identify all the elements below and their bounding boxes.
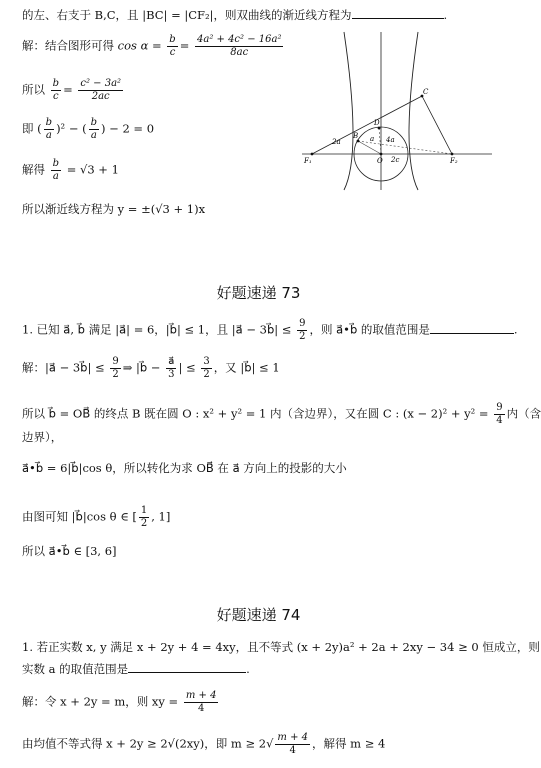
s73-step5 bbox=[22, 544, 117, 559]
hyperbola-figure bbox=[302, 32, 492, 190]
s74-question-1 bbox=[22, 640, 540, 655]
solution-text: 所以 b⃗ = OB⃗ 的终点 B 既在圆 O : x² + y² = 1 内（含边界），又在圆 C : (x − 2)² + y² = bbox=[22, 406, 489, 421]
right-branch bbox=[409, 32, 418, 190]
frac-num: c² − 3a² bbox=[80, 78, 122, 89]
problem-tail: 的左、右支于 B,C，且 |BC| = |CF₂|，则双曲线的渐近线方程为 . bbox=[22, 8, 448, 22]
solution-text: ⇒ |b⃗ − bbox=[122, 360, 161, 375]
fraction-9-2 bbox=[110, 356, 120, 381]
fraction-a-3 bbox=[166, 356, 176, 381]
fraction-9-4 bbox=[494, 402, 504, 427]
frac-den: 2 bbox=[140, 518, 148, 529]
fraction-3-2 bbox=[201, 356, 211, 381]
solution-text: 所以 a⃗•b⃗ ∈ [3, 6] bbox=[22, 544, 117, 558]
frac-num: 3 bbox=[203, 356, 210, 367]
frac-num: 9 bbox=[299, 318, 306, 329]
frac-num: 9 bbox=[112, 356, 119, 367]
solution-text: 解：|a⃗ − 3b⃗| ≤ bbox=[22, 360, 105, 375]
left-branch bbox=[344, 32, 353, 190]
s74-step1 bbox=[22, 690, 220, 715]
frac-num: 1 bbox=[140, 505, 148, 516]
question-text: 1. 已知 a⃗, b⃗ 满足 |a⃗| = 6，|b⃗| ≤ 1，且 |a⃗ − 3b⃗| ≤ bbox=[22, 322, 292, 337]
asymptote-line bbox=[22, 202, 205, 217]
quadratic-line: 即 ( $\frac{b}{a}$ )² − ( $\frac{b}{a}$ ) − 2 = 0 bbox=[22, 117, 155, 141]
frac-den: 2 bbox=[203, 369, 210, 380]
cos-line: 解：结合图形可得 cos α = $\frac{b}{c}$ = $\frac{\text{4a² + 4c² − 16a²}}{8ac}$ bbox=[22, 34, 282, 58]
s74-question-2: 实数 a 的取值范围是 . bbox=[22, 662, 250, 676]
fraction-m4-4 bbox=[184, 690, 219, 715]
label-f2: F₂ bbox=[450, 157, 458, 165]
label-4a: 4a bbox=[386, 136, 395, 144]
frac-den: c bbox=[169, 47, 176, 58]
frac-num: 9 bbox=[496, 402, 503, 413]
label-2a: 2a bbox=[332, 138, 341, 146]
fraction-b-over-c bbox=[167, 34, 177, 59]
line-f1-c bbox=[312, 96, 422, 154]
text-jiede: 解得 bbox=[22, 162, 45, 177]
question-text: 实数 a 的取值范围是 bbox=[22, 662, 129, 676]
equation-rest: − 2 = 0 bbox=[109, 121, 155, 136]
frac-den: 2 bbox=[299, 331, 306, 342]
fraction-bc bbox=[78, 78, 123, 103]
s74-step2 bbox=[22, 732, 385, 757]
text-suoyi: 所以 bbox=[22, 82, 45, 97]
solution-text: ，又 |b⃗| ≤ 1 bbox=[213, 360, 280, 375]
solution-label: 解：结合图形可得 bbox=[22, 38, 114, 53]
frac-den: c bbox=[53, 91, 59, 102]
label-2c: 2c bbox=[391, 156, 400, 164]
section-title-73: 好题速递 73 bbox=[216, 284, 301, 302]
bracket-close: , 1] bbox=[151, 509, 171, 524]
answer-blank bbox=[128, 672, 246, 673]
solution-text: | ≤ bbox=[178, 360, 196, 375]
s73-step2 bbox=[22, 402, 541, 427]
solution-text: a⃗•b⃗ = 6|b⃗|cos θ，所以转化为求 OB⃗ 在 a⃗ 方向上的投影的大小 bbox=[22, 461, 347, 475]
ratio-value: = √3 + 1 bbox=[66, 162, 119, 177]
label-o: O bbox=[377, 157, 383, 165]
frac-den: 3 bbox=[168, 369, 175, 380]
label-f1: F₁ bbox=[304, 157, 312, 165]
fraction-1-2 bbox=[139, 505, 149, 530]
label-d: D bbox=[374, 119, 380, 127]
text-ji: 即 bbox=[22, 121, 34, 136]
label-c: C bbox=[423, 88, 429, 96]
fraction-b-over-c bbox=[51, 78, 61, 103]
fraction-cos bbox=[195, 34, 283, 59]
section-title-74: 好题速递 74 bbox=[216, 606, 301, 624]
frac-den: 4 bbox=[289, 745, 296, 756]
frac-den: 2 bbox=[112, 369, 119, 380]
s73-step4 bbox=[22, 505, 170, 530]
frac-den: 4 bbox=[496, 415, 503, 426]
answer-blank bbox=[352, 18, 444, 19]
s73-question: 1. 已知 a⃗, b⃗ 满足 |a⃗| = 6，|b⃗| ≤ 1，且 |a⃗ − 3b⃗| ≤ $\frac{9}{2}$ ，则 a⃗•b⃗ 的取值范围是 . bbox=[22, 318, 518, 342]
solution-text: 由均值不等式得 x + 2y ≥ 2√(2xy)，即 m ≥ 2√ bbox=[22, 736, 274, 751]
solution-text: 边界）， bbox=[22, 430, 63, 444]
frac-num: b bbox=[169, 34, 176, 45]
solution-text: ，解得 m ≥ 4 bbox=[312, 736, 386, 751]
label-a: a bbox=[370, 135, 375, 143]
frac-den: 2ac bbox=[91, 91, 110, 102]
frac-den: 8ac bbox=[230, 47, 249, 58]
asymptote-text: 所以渐近线方程为 y = ±(√3 + 1)x bbox=[22, 202, 206, 216]
fraction-b-over-a: $\frac{b}{a}$ bbox=[90, 117, 97, 141]
fraction-m4-4 bbox=[275, 732, 310, 757]
question-text: ，则 a⃗•b⃗ 的取值范围是 bbox=[309, 322, 430, 337]
frac-num: 4a² + 4c² − 16a² bbox=[197, 34, 282, 45]
s73-step3 bbox=[22, 461, 347, 476]
s73-step1 bbox=[22, 356, 280, 381]
fraction-b-over-a: $\frac{b}{a}$ bbox=[45, 117, 53, 141]
solution-text: 解：令 x + 2y = m，则 xy = bbox=[22, 694, 179, 709]
fraction-9-2 bbox=[297, 318, 307, 343]
question-text: 1. 若正实数 x, y 满足 x + 2y + 4 = 4xy，且不等式 (x + 2y)a² + 2a + 2xy − 34 ≥ 0 恒成立，则 bbox=[22, 640, 540, 654]
frac-num: b bbox=[52, 78, 60, 89]
solution-text: 由图可知 |b⃗|cos θ ∈ bbox=[22, 509, 129, 524]
solve-line bbox=[22, 158, 119, 183]
bracket-open: [ bbox=[132, 509, 137, 524]
line-c-f2 bbox=[422, 96, 452, 154]
solution-text: 内（含 bbox=[506, 406, 541, 421]
frac-num: m + 4 bbox=[185, 690, 217, 701]
problem-text: 的左、右支于 B,C，且 |BC| = |CF₂|，则双曲线的渐近线方程为 bbox=[22, 8, 352, 22]
frac-den: 4 bbox=[197, 703, 205, 714]
fraction-b-over-a: $\frac{b}{a}$ bbox=[52, 158, 60, 182]
frac-num: m + 4 bbox=[277, 732, 309, 743]
cos-lhs: cos α = bbox=[117, 38, 162, 53]
answer-blank bbox=[430, 333, 514, 334]
label-b: B bbox=[353, 132, 359, 140]
frac-num: a⃗ bbox=[166, 356, 176, 369]
b-over-c-line: 所以 $\frac{b}{c}$ = $\frac{\text{c² − 3a²}}{2ac}$ bbox=[22, 78, 122, 102]
s73-step2b bbox=[22, 430, 62, 445]
